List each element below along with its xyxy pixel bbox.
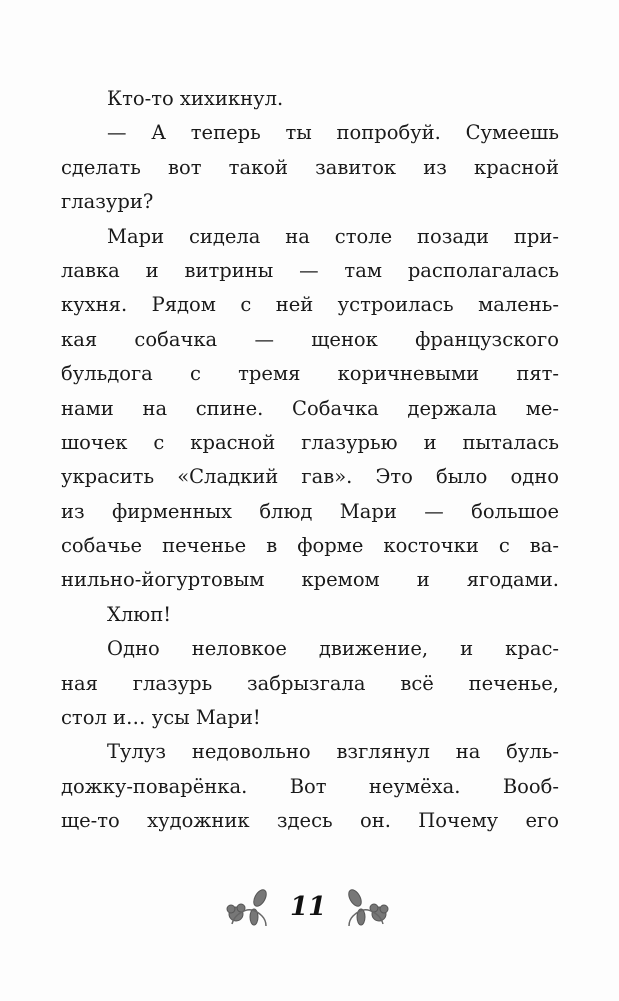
- text-line: сделать вот такой завиток из красной: [61, 155, 559, 179]
- text-line: бульдога с тремя коричневыми пят-: [61, 362, 559, 386]
- text-line: Тулуз недовольно взглянул на буль-: [107, 740, 559, 764]
- text-line: кая собачка — щенок французского: [61, 327, 559, 351]
- body-text: [61, 82, 559, 839]
- text-line: шочек с красной глазурью и пыталась: [61, 430, 559, 454]
- flower-sprig-icon: [222, 886, 282, 931]
- text-line: стол и… усы Мари!: [61, 706, 261, 730]
- text-line: Кто-то хихикнул.: [107, 87, 284, 110]
- text-line: нильно-йогуртовым кремом и ягодами.: [61, 568, 559, 592]
- text-line: нами на спине. Собачка держала ме-: [61, 396, 559, 420]
- text-line: кухня. Рядом с ней устроилась малень-: [61, 293, 559, 317]
- text-line: — А теперь ты попробуй. Сумеешь: [107, 121, 559, 145]
- text-line: ще-то художник здесь он. Почему его: [61, 809, 559, 833]
- page-footer: [0, 884, 619, 934]
- text-line: Одно неловкое движение, и крас-: [107, 637, 559, 661]
- text-line: украсить «Сладкий гав». Это было одно: [61, 465, 559, 489]
- text-line: Хлюп!: [107, 602, 172, 626]
- text-line: глазури?: [61, 190, 154, 214]
- text-line: дожку-поварёнка. Вот неумёха. Вооб-: [61, 774, 559, 798]
- text-line: ная глазурь забрызгала всё печенье,: [61, 671, 559, 695]
- text-line: собачье печенье в форме косточки с ва-: [61, 534, 559, 558]
- text-line: лавка и витрины — там располагалась: [61, 258, 559, 282]
- page-number: 11: [290, 892, 327, 922]
- text-line: Мари сидела на столе позади при-: [107, 224, 559, 248]
- text-line: из фирменных блюд Мари — большое: [61, 499, 559, 523]
- flower-sprig-icon: [333, 886, 393, 931]
